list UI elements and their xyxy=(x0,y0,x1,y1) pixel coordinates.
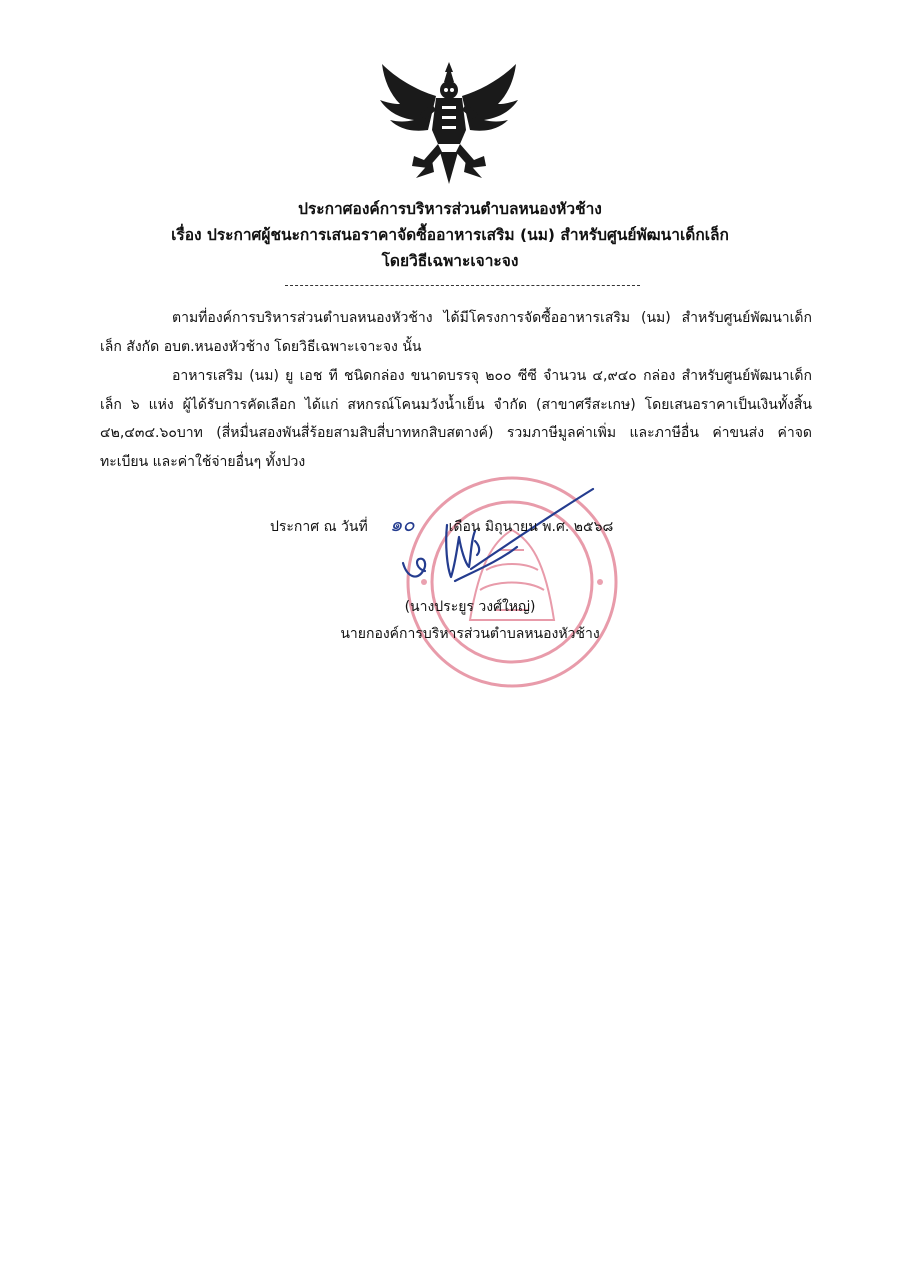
title-divider xyxy=(285,285,640,286)
body-paragraph-1: ตามที่องค์การบริหารส่วนตำบลหนองหัวช้าง ได้มีโครงการจัดซื้ออาหารเสริม (นม) สำหรับศูนย์พัฒนาเด็กเล็ก สังกัด อบต.หนองหัวช้าง โดยวิธีเฉพาะเจาะจง นั้น xyxy=(100,310,812,355)
document-title: ประกาศองค์การบริหารส่วนตำบลหนองหัวช้าง xyxy=(298,200,602,218)
procurement-method: โดยวิธีเฉพาะเจาะจง xyxy=(381,252,519,270)
body-paragraph-2: อาหารเสริม (นม) ยู เอช ที ชนิดกล่อง ขนาดบรรจุ ๒๐๐ ซีซี จำนวน ๔,๙๔๐ กล่อง สำหรับศูนย์พัฒนาเด็กเล็ก ๖ แห่ง ผู้ได้รับการคัดเลือก ได้แก่ สหกรณ์โคนมวังน้ำเย็น จำกัด (สาขาศรีสะเกษ) โดยเสนอราคาเป็นเงินทั้งสิ้น ๔๒,๔๓๔.๖๐บาท (สี่หมื่นสองพันสี่ร้อยสามสิบสี่บาทหกสิบสตางค์) รวมภาษีมูลค่าเพิ่ม และภาษีอื่น ค่าขนส่ง ค่าจดทะเบียน และค่าใช้จ่ายอื่นๆ ทั้งปวง xyxy=(100,368,812,470)
date-prefix: ประกาศ ณ วันที่ xyxy=(270,519,368,535)
signer-title: นายกองค์การบริหารส่วนตำบลหนองหัวช้าง xyxy=(340,626,600,642)
date-month-year: เดือน มิถุนายน พ.ศ. ๒๕๖๘ xyxy=(448,519,614,535)
signer-name: (นางประยูร วงศ์ใหญ่) xyxy=(404,599,536,615)
garuda-emblem-icon xyxy=(376,60,522,188)
announcement-date xyxy=(270,508,613,540)
date-day: ๑๐ xyxy=(389,512,415,536)
document-subject: เรื่อง ประกาศผู้ชนะการเสนอราคาจัดซื้ออาหารเสริม (นม) สำหรับศูนย์พัฒนาเด็กเล็ก xyxy=(171,226,729,244)
signature-icon xyxy=(395,485,605,595)
